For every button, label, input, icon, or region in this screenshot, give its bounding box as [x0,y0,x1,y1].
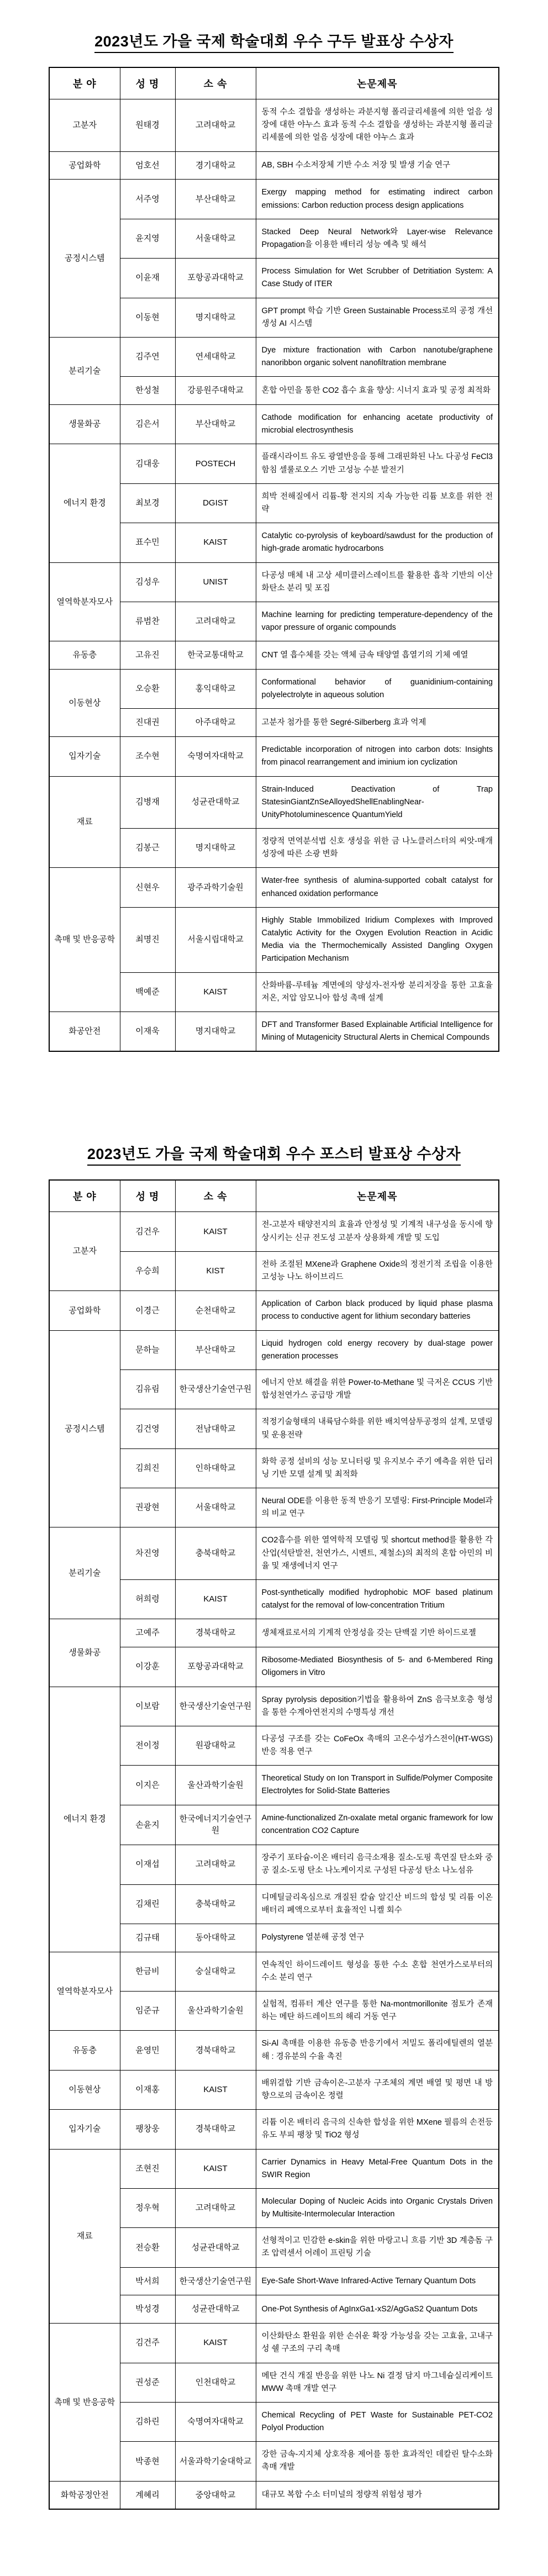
winner-name: 차진영 [120,1527,175,1580]
winner-name: 이재욱 [120,1012,175,1051]
winner-name: 정우혁 [120,2188,175,2227]
field-cell: 재료 [49,2149,120,2324]
paper-title: CNT 열 흡수체를 갖는 액체 금속 태양열 흡열기의 기체 예열 [256,641,499,670]
paper-title: Catalytic co-pyrolysis of keyboard/sawdust for the production of high-grade aromatic hydrocarbons [256,523,499,562]
winner-name: 고유진 [120,641,175,670]
winner-name: 김주연 [120,337,175,376]
winner-affiliation: 전남대학교 [175,1409,256,1448]
paper-title: 전하 조절된 MXene과 Graphene Oxide의 정전기적 조립을 이용한 고성능 나노 하이브리드 [256,1251,499,1290]
winner-affiliation: KAIST [175,1212,256,1251]
winner-affiliation: KAIST [175,2324,256,2363]
winner-name: 전이정 [120,1726,175,1765]
winner-affiliation: 성균관대학교 [175,2295,256,2324]
paper-title: Stacked Deep Neural Network와 Layer-wise Relevance Propagation을 이용한 배터리 성능 예측 및 해석 [256,219,499,258]
field-cell: 이동현상 [49,670,120,737]
paper-title: 다공성 매체 내 고상 세미클러스레이트를 활용한 흡착 기반의 이산화탄소 분리 및 포집 [256,562,499,602]
winner-affiliation: KAIST [175,2070,256,2109]
winner-affiliation: KAIST [175,972,256,1012]
winner-name: 한금비 [120,1952,175,1991]
header-row [49,1180,499,1212]
winner-name: 전승환 [120,2228,175,2267]
paper-title: 장주기 포타슘-이온 배터리 음극소재용 질소-도핑 흑연질 탄소와 중공 질소-도핑 탄소 나노케이지로 구성된 다공성 탄소 나노섬유 [256,1845,499,1884]
winner-affiliation: 홍익대학교 [175,670,256,709]
winner-affiliation: 숙명여자대학교 [175,2402,256,2441]
paper-title: Water-free synthesis of alumina-supported cobalt catalyst for enhanced oxidation performance [256,868,499,907]
table-row [49,1952,499,1991]
table-row [49,562,499,602]
field-cell: 화공안전 [49,1012,120,1051]
winner-name: 임준규 [120,1992,175,2031]
table-row [49,1212,499,1251]
paper-title: Molecular Doping of Nucleic Acids into Organic Crystals Driven by Multisite-Intermolecular Interaction [256,2188,499,2227]
winner-name: 이동현 [120,298,175,337]
winner-name: 김채린 [120,1884,175,1924]
winner-affiliation: KIST [175,1251,256,1290]
winner-affiliation: 경북대학교 [175,2110,256,2149]
winner-name: 김하린 [120,2402,175,2441]
winner-affiliation: 아주대학교 [175,709,256,737]
winner-name: 김희진 [120,1448,175,1488]
winner-name: 김유림 [120,1369,175,1409]
winner-name: 김봉근 [120,829,175,868]
winner-affiliation: 한국교통대학교 [175,641,256,670]
winner-name: 백예준 [120,972,175,1012]
paper-title: 디메틸글리옥심으로 개질된 칼슘 알긴산 비드의 합성 및 리튬 이온 배터리 폐액으로부터 효율적인 니켈 회수 [256,1884,499,1924]
field-cell: 고분자 [49,99,120,152]
table-row [49,151,499,180]
paper-title: 대규모 복합 수소 터미널의 정량적 위험성 평가 [256,2481,499,2509]
paper-title: Carrier Dynamics in Heavy Metal-Free Quantum Dots in the SWIR Region [256,2149,499,2188]
winner-affiliation: 경기대학교 [175,151,256,180]
winner-name: 허희령 [120,1580,175,1619]
winner-affiliation: 인하대학교 [175,1448,256,1488]
winner-affiliation: 충북대학교 [175,1527,256,1580]
winner-name: 이강훈 [120,1647,175,1687]
field-cell: 촉매 및 반응공학 [49,2324,120,2482]
paper-title: Amine-functionalized Zn-oxalate metal organic framework for low concentration CO2 Capture [256,1805,499,1845]
winner-affiliation: 한국에너지기술연구원 [175,1805,256,1845]
winner-name: 이경근 [120,1291,175,1330]
paper-title: 연속적인 하이드레이트 형성을 통한 수소 혼합 천연가스로부터의 수소 분리 연구 [256,1952,499,1991]
field-cell: 공정시스템 [49,180,120,338]
paper-title: Spray pyrolysis deposition기법을 활용하여 ZnS 음극보호층 형성을 통한 수계아연전지의 수명특성 개선 [256,1687,499,1726]
winner-affiliation: 동아대학교 [175,1924,256,1952]
winner-name: 표수민 [120,523,175,562]
table-row [49,1291,499,1330]
field-cell: 화학공정안전 [49,2481,120,2509]
paper-title: Liquid hydrogen cold energy recovery by dual-stage power generation processes [256,1330,499,1369]
oral-award-table [49,67,499,1052]
winner-name: 김은서 [120,405,175,444]
table-row [49,2110,499,2149]
table-row [49,444,499,483]
paper-title: 강한 금속-지지체 상호작용 제어를 통한 효과적인 데칼린 탈수소화 촉매 개발 [256,2442,499,2481]
column-header-2: 소 속 [175,1180,256,1212]
winner-name: 권성준 [120,2363,175,2402]
winner-name: 조현진 [120,2149,175,2188]
paper-title: 배위결합 기반 금속이온-고분자 구조체의 계면 배열 및 평면 내 방향으로의 금속이온 정렬 [256,2070,499,2109]
winner-name: 김건영 [120,1409,175,1448]
paper-title: Theoretical Study on Ion Transport in Sulfide/Polymer Composite Electrolytes for Solid-State Batteries [256,1766,499,1805]
paper-title: 실험적, 컴퓨터 계산 연구를 통한 Na-montmorillonite 점토가 존재하는 메탄 하드레이트의 해리 거동 연구 [256,1992,499,2031]
table-row [49,1619,499,1647]
column-header-1: 성 명 [120,1180,175,1212]
winner-affiliation: 중앙대학교 [175,2481,256,2509]
table-row [49,99,499,152]
winner-name: 서주영 [120,180,175,219]
field-cell: 열역학분자모사 [49,1952,120,2031]
column-header-2: 소 속 [175,67,256,99]
table-row [49,2481,499,2509]
winner-affiliation: KAIST [175,2149,256,2188]
field-cell: 입자기술 [49,2110,120,2149]
table-row [49,2324,499,2363]
winner-affiliation: 광주과학기술원 [175,868,256,907]
table-row [49,1527,499,1580]
winner-affiliation: 고려대학교 [175,602,256,641]
winner-name: 최명진 [120,907,175,972]
paper-title: Machine learning for predicting temperature-dependency of the vapor pressure of organic compounds [256,602,499,641]
winner-affiliation: 부산대학교 [175,1330,256,1369]
winner-affiliation: 고려대학교 [175,1845,256,1884]
winner-name: 계혜리 [120,2481,175,2509]
winner-affiliation: 숙명여자대학교 [175,737,256,776]
paper-title: 혼합 아민을 통한 CO2 흡수 효율 향상: 시너지 효과 및 공정 최적화 [256,377,499,405]
paper-title: 이산화탄소 환원을 위한 손쉬운 확장 가능성을 갖는 고효율, 고내구성 쉘 구조의 구리 촉매 [256,2324,499,2363]
paper-title: 리튬 이온 배터리 음극의 신속한 합성을 위한 MXene 필름의 손전등 유도 부피 팽창 및 TiO2 형성 [256,2110,499,2149]
winner-name: 김건주 [120,2324,175,2363]
paper-title: Si-Al 촉매를 이용한 유동층 반응기에서 저밀도 폴리에틸렌의 열분해 : 경유분의 수율 촉진 [256,2031,499,2070]
winner-name: 진대권 [120,709,175,737]
winner-affiliation: 부산대학교 [175,180,256,219]
paper-title: Dye mixture fractionation with Carbon nanotube/graphene nanoribbon organic solvent nanofiltration membrane [256,337,499,376]
paper-title: 메탄 건식 개질 반응을 위한 나노 Ni 결정 담지 마그네슘실리케이트 MWW 촉매 개발 연구 [256,2363,499,2402]
table-row [49,737,499,776]
winner-affiliation: DGIST [175,483,256,523]
field-cell: 공업화학 [49,151,120,180]
winner-affiliation: 서울과학기술대학교 [175,2442,256,2481]
winner-affiliation: 고려대학교 [175,2188,256,2227]
winner-name: 이재섭 [120,1845,175,1884]
winner-affiliation: KAIST [175,1580,256,1619]
column-header-1: 성 명 [120,67,175,99]
winner-affiliation: 경북대학교 [175,1619,256,1647]
field-cell: 촉매 및 반응공학 [49,868,120,1012]
winner-affiliation: 서울대학교 [175,1488,256,1527]
table-row [49,1687,499,1726]
field-cell: 생물화공 [49,405,120,444]
field-cell: 공정시스템 [49,1330,120,1527]
winner-affiliation: 명지대학교 [175,298,256,337]
winner-affiliation: 고려대학교 [175,99,256,152]
poster-award-title: 2023년도 가을 국제 학술대회 우수 포스터 발표상 수상자 [49,1145,499,1164]
winner-affiliation: 부산대학교 [175,405,256,444]
field-cell: 분리기술 [49,1527,120,1619]
winner-name: 류범찬 [120,602,175,641]
winner-affiliation: 울산과학기술원 [175,1992,256,2031]
table-row [49,2149,499,2188]
poster-award-section [49,1145,499,2510]
field-cell: 유동층 [49,2031,120,2070]
winner-affiliation: 충북대학교 [175,1884,256,1924]
winner-affiliation: 명지대학교 [175,1012,256,1051]
column-header-3: 논문제목 [256,1180,499,1212]
paper-title: Application of Carbon black produced by liquid phase plasma process to conductive agent for lithium secondary batteries [256,1291,499,1330]
paper-title: Conformational behavior of guanidinium-containing polyelectrolyte in aqueous solution [256,670,499,709]
winner-affiliation: 경북대학교 [175,2031,256,2070]
winner-affiliation: 순천대학교 [175,1291,256,1330]
paper-title: Strain-Induced Deactivation of Trap StatesinGiantZnSeAlloyedShellEnablingNear-UnityPhotoluminescence QuantumYield [256,776,499,829]
winner-name: 엄호선 [120,151,175,180]
table-row [49,868,499,907]
column-header-0: 분 야 [49,67,120,99]
paper-title: Ribosome-Mediated Biosynthesis of 5- and 6-Membered Ring Oligomers in Vitro [256,1647,499,1687]
winner-affiliation: 명지대학교 [175,829,256,868]
winner-affiliation: 원광대학교 [175,1726,256,1765]
paper-title: Highly Stable Immobilized Iridium Complexes with Improved Catalytic Activity for the Oxygen Evolution Reaction in Acidic Media via the Thermochemically Assisted Dangling Oxygen Participation Mechanism [256,907,499,972]
winner-affiliation: 인천대학교 [175,2363,256,2402]
winner-name: 팽창웅 [120,2110,175,2149]
field-cell: 이동현상 [49,2070,120,2109]
paper-title: 플래시라이트 유도 광열반응을 통해 그래핀화된 나노 다공성 FeCl3 함침 셀룰로오스 기반 고성능 수분 발전기 [256,444,499,483]
winner-name: 윤영민 [120,2031,175,2070]
winner-name: 김규태 [120,1924,175,1952]
winner-name: 이보람 [120,1687,175,1726]
winner-affiliation: 울산과학기술원 [175,1766,256,1805]
table-row [49,1330,499,1369]
field-cell: 열역학분자모사 [49,562,120,641]
paper-title: Polystyrene 열분해 공정 연구 [256,1924,499,1952]
winner-name: 원태경 [120,99,175,152]
paper-title: AB, SBH 수소저장체 기반 수소 저장 및 발생 기술 연구 [256,151,499,180]
paper-title: 정량적 면역분석법 신호 생성을 위한 금 나노클러스터의 씨앗-매개 성장에 따른 소광 변화 [256,829,499,868]
field-cell: 공업화학 [49,1291,120,1330]
poster-award-table [49,1179,499,2510]
winner-name: 한성철 [120,377,175,405]
paper-title: Cathode modification for enhancing acetate productivity of microbial electrosynthesis [256,405,499,444]
winner-name: 윤지영 [120,219,175,258]
oral-award-title: 2023년도 가을 국제 학술대회 우수 구두 발표상 수상자 [49,32,499,51]
winner-name: 이재홍 [120,2070,175,2109]
winner-affiliation: 숭실대학교 [175,1952,256,1991]
field-cell: 재료 [49,776,120,868]
paper-title: DFT and Transformer Based Explainable Artificial Intelligence for Mining of Mutagenicity Structural Alerts in Chemical Compounds [256,1012,499,1051]
field-cell: 고분자 [49,1212,120,1291]
winner-name: 박서희 [120,2267,175,2295]
winner-affiliation: 한국생산기술연구원 [175,1687,256,1726]
field-cell: 분리기술 [49,337,120,404]
paper-title: Eye-Safe Short-Wave Infrared-Active Ternary Quantum Dots [256,2267,499,2295]
winner-name: 우승희 [120,1251,175,1290]
winner-affiliation: 서울시립대학교 [175,907,256,972]
paper-title: 다공성 구조를 갖는 CoFeOx 촉매의 고온수성가스전이(HT-WGS)반응 적용 연구 [256,1726,499,1765]
winner-name: 김병재 [120,776,175,829]
paper-title: 에너지 안보 해결을 위한 Power-to-Methane 및 극저온 CCUS 기반 합성천연가스 공급망 개발 [256,1369,499,1409]
paper-title: 산화바륨-루테늄 계면에의 양성자-전자쌍 분리저장을 통한 고효율 저온, 저압 암모니아 합성 촉매 설계 [256,972,499,1012]
winner-affiliation: 성균관대학교 [175,776,256,829]
paper-title: Predictable incorporation of nitrogen into carbon dots: Insights from pinacol rearrangement and iminium ion cyclization [256,737,499,776]
paper-title: Neural ODE를 이용한 동적 반응기 모델링: First-Principle Model과의 비교 연구 [256,1488,499,1527]
winner-name: 최보경 [120,483,175,523]
winner-affiliation: 성균관대학교 [175,2228,256,2267]
winner-name: 박성경 [120,2295,175,2324]
paper-title: One-Pot Synthesis of AgInxGa1-xS2/AgGaS2 Quantum Dots [256,2295,499,2324]
winner-affiliation: KAIST [175,523,256,562]
winner-name: 고예주 [120,1619,175,1647]
winner-name: 김대웅 [120,444,175,483]
field-cell: 에너지 환경 [49,1687,120,1952]
paper-title: 적정기술형태의 내륙담수화를 위한 배치역삼투공정의 설계, 모델링 및 운용전략 [256,1409,499,1448]
paper-title: Process Simulation for Wet Scrubber of Detritiation System: A Case Study of ITER [256,259,499,298]
winner-affiliation: 연세대학교 [175,337,256,376]
winner-name: 김성우 [120,562,175,602]
paper-title: 희박 전해질에서 리튬-황 전지의 지속 가능한 리튬 보호를 위한 전략 [256,483,499,523]
paper-title: Chemical Recycling of PET Waste for Sustainable PET-CO2 Polyol Production [256,2402,499,2441]
paper-title: 동적 수소 결합을 생성하는 과분지형 폴리글리세롤에 의한 얼음 성장에 대한 야누스 효과 동적 수소 결합을 생성하는 과분지형 폴리글리세롤에 의한 얼음 성장에 대한 야누스 효과 [256,99,499,152]
winner-name: 조수현 [120,737,175,776]
winner-name: 권광현 [120,1488,175,1527]
table-row [49,670,499,709]
paper-title: 화학 공정 설비의 성능 모니터링 및 유지보수 주기 예측을 위한 딥러닝 기반 모델 설계 및 최적화 [256,1448,499,1488]
winner-affiliation: UNIST [175,562,256,602]
table-row [49,2070,499,2109]
winner-affiliation: 한국생산기술연구원 [175,2267,256,2295]
winner-name: 손윤지 [120,1805,175,1845]
winner-affiliation: 포항공과대학교 [175,259,256,298]
winner-name: 이지은 [120,1766,175,1805]
paper-title: Exergy mapping method for estimating indirect carbon emissions: Carbon reduction process design applications [256,180,499,219]
winner-name: 문하늘 [120,1330,175,1369]
oral-award-section [49,32,499,1052]
field-cell: 에너지 환경 [49,444,120,562]
table-row [49,180,499,219]
field-cell: 입자기술 [49,737,120,776]
column-header-0: 분 야 [49,1180,120,1212]
winner-name: 박종현 [120,2442,175,2481]
paper-title: GPT prompt 학습 기반 Green Sustainable Process로의 공정 개선 생성 AI 시스템 [256,298,499,337]
field-cell: 유동층 [49,641,120,670]
paper-title: 고분자 첨가를 통한 Segré-Silberberg 효과 억제 [256,709,499,737]
header-row [49,67,499,99]
paper-title: Post-synthetically modified hydrophobic MOF based platinum catalyst for the removal of low-concentration Tritium [256,1580,499,1619]
paper-title: 생체재료로서의 기계적 안정성을 갖는 단백질 기반 하이드로젤 [256,1619,499,1647]
winner-name: 오승환 [120,670,175,709]
table-row [49,1012,499,1051]
field-cell: 생물화공 [49,1619,120,1687]
winner-affiliation: 포항공과대학교 [175,1647,256,1687]
winner-affiliation: POSTECH [175,444,256,483]
winner-affiliation: 강릉원주대학교 [175,377,256,405]
winner-name: 김건우 [120,1212,175,1251]
winner-affiliation: 한국생산기술연구원 [175,1369,256,1409]
table-row [49,641,499,670]
winner-name: 신현우 [120,868,175,907]
column-header-3: 논문제목 [256,67,499,99]
paper-title: 선형적이고 민감한 e-skin을 위한 마랑고니 흐름 기반 3D 계층돔 구조 압력센서 어레이 프린팅 기술 [256,2228,499,2267]
table-row [49,776,499,829]
paper-title: 전-고분자 태양전지의 효율과 안정성 및 기계적 내구성을 동시에 향상시키는 신규 전도성 고분자 상용화제 개발 및 도입 [256,1212,499,1251]
table-row [49,2031,499,2070]
winner-affiliation: 서울대학교 [175,219,256,258]
winner-name: 이윤재 [120,259,175,298]
table-row [49,405,499,444]
paper-title: CO2흡수를 위한 열역학적 모델링 및 shortcut method를 활용한 각 산업(석탄발전, 천연가스, 시멘트, 제철소)의 최적의 혼합 아민의 비율 및 재생에너지 연구 [256,1527,499,1580]
table-row [49,337,499,376]
